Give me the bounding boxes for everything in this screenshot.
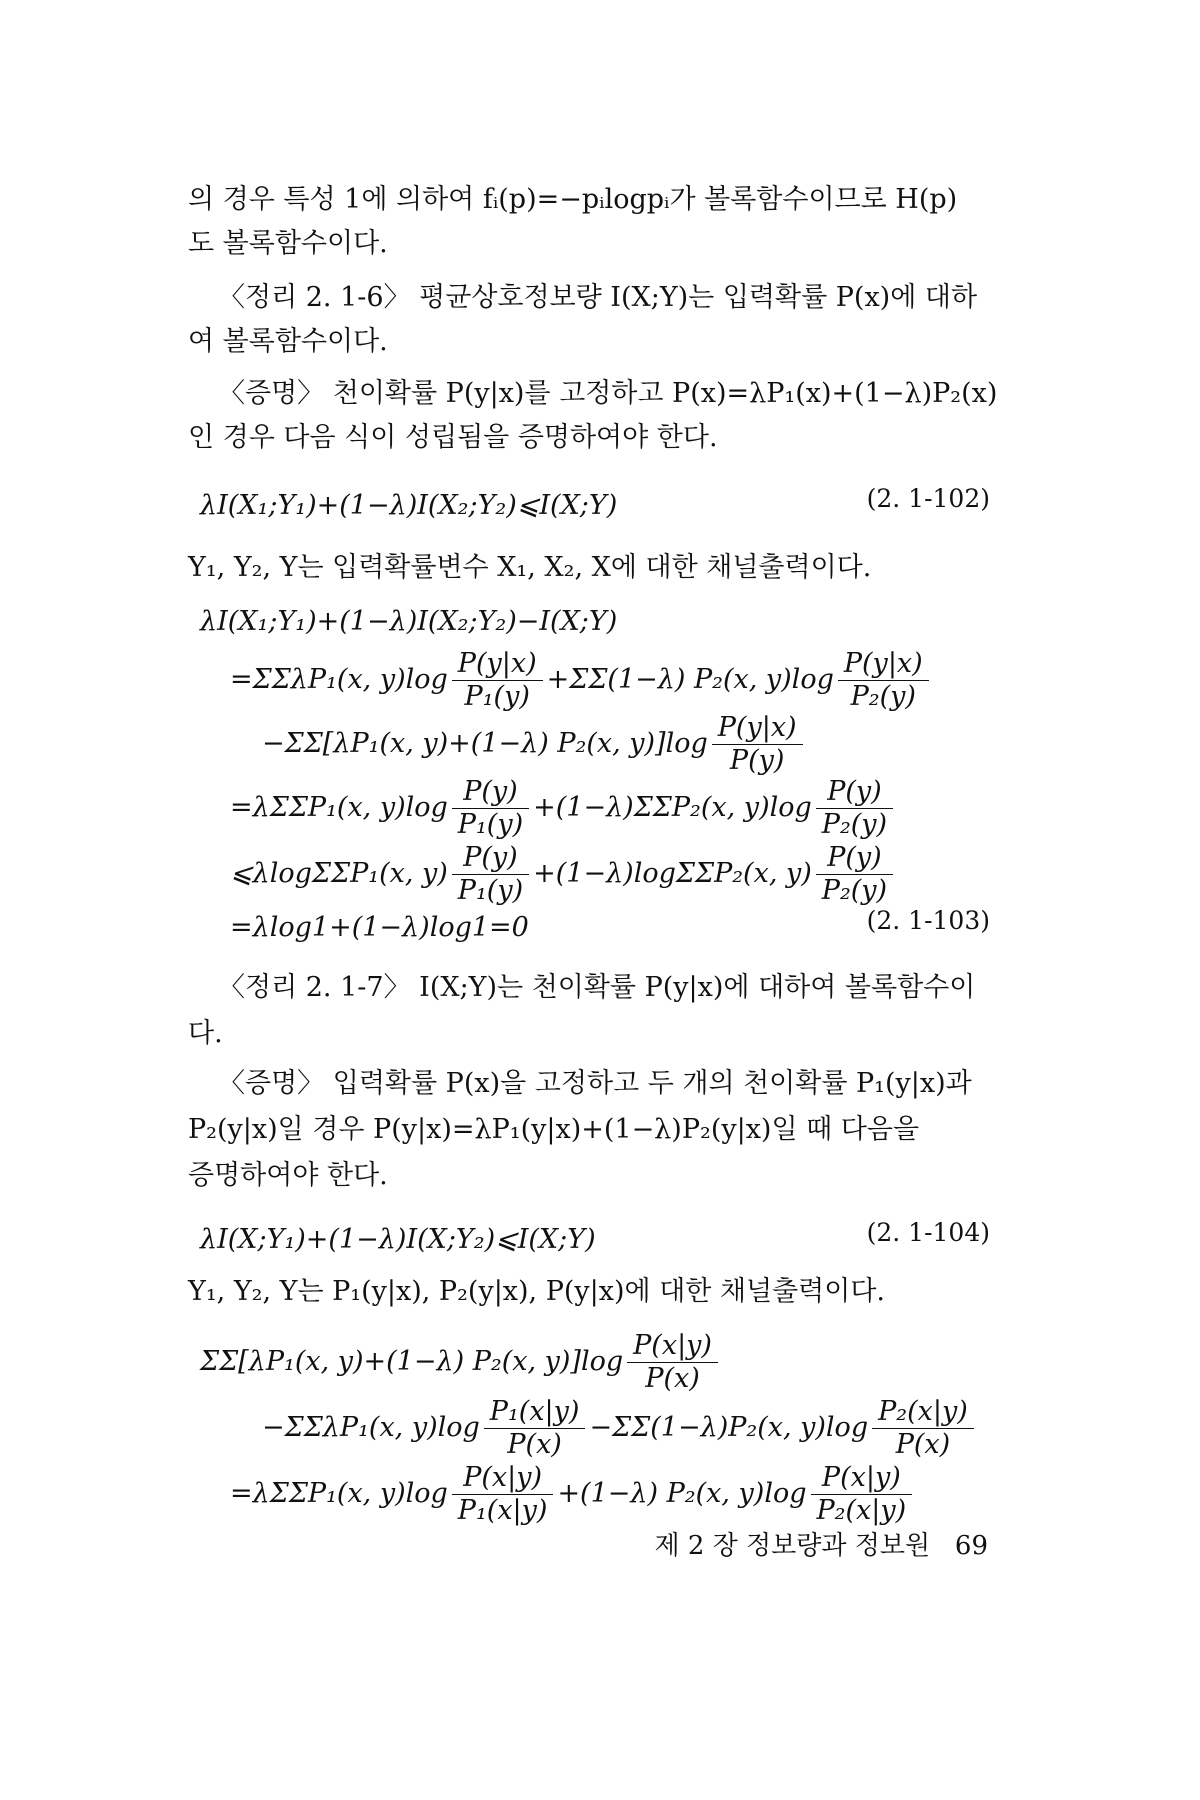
- text-line: 도 볼록함수이다.: [188, 228, 388, 259]
- fraction: [452, 776, 529, 841]
- running-footer: [654, 1525, 988, 1562]
- derivation-line: =λlog1+(1−λ)log1=0: [230, 912, 529, 943]
- proof-heading: 〈증명〉 천이확률 P(y|x)를 고정하고 P(x)=λP₁(x)+(1−λ)P₂(x): [218, 378, 998, 409]
- derivation-line: [230, 842, 897, 907]
- chapter-title: 제 2 장 정보량과 정보원: [654, 1531, 931, 1561]
- denominator: P(x): [645, 1363, 700, 1394]
- numerator: P₂(x|y): [872, 1396, 974, 1429]
- text-line: 의 경우 특성 1에 의하여 fᵢ(p)=−pᵢlogpᵢ가 볼록함수이므로 H(p): [188, 184, 958, 215]
- denominator: P₂(y): [850, 681, 916, 712]
- page-number: 69: [954, 1531, 988, 1561]
- proof-heading: 〈증명〉 입력확률 P(x)을 고정하고 두 개의 천이확률 P₁(y|x)과: [218, 1068, 972, 1099]
- fraction: [627, 1330, 718, 1395]
- text-line: 다.: [188, 1018, 223, 1049]
- fraction: [816, 776, 893, 841]
- denominator: P₁(y): [464, 681, 530, 712]
- derivation-line: [262, 712, 807, 777]
- expr: −ΣΣλP₁(x, y)log: [262, 1412, 480, 1443]
- denominator: P₁(y): [457, 809, 524, 840]
- theorem-2-1-6: 〈정리 2. 1-6〉 평균상호정보량 I(X;Y)는 입력확률 P(x)에 대하: [218, 282, 978, 313]
- equation-number: (2. 1-102): [866, 484, 990, 513]
- derivation-line: [230, 1462, 916, 1527]
- numerator: P(y|x): [838, 648, 929, 681]
- denominator: P₂(x|y): [816, 1495, 907, 1526]
- numerator: P(x|y): [627, 1330, 718, 1363]
- text-line: 증명하여야 한다.: [188, 1160, 388, 1191]
- text-line: P₂(y|x)일 경우 P(y|x)=λP₁(y|x)+(1−λ)P₂(y|x)일 때 다음을: [188, 1114, 920, 1145]
- expr: =λΣΣP₁(x, y)log: [230, 1478, 448, 1509]
- numerator: P(y): [452, 842, 529, 875]
- denominator: P₂(y): [821, 809, 888, 840]
- fraction: [816, 842, 893, 907]
- expr: −ΣΣ(1−λ)P₂(x, y)log: [589, 1412, 869, 1443]
- denominator: P₂(y): [821, 875, 888, 906]
- numerator: P₁(x|y): [484, 1396, 586, 1429]
- expr: =ΣΣλP₁(x, y)log: [230, 664, 448, 695]
- text-line: 여 볼록함수이다.: [188, 326, 388, 357]
- expr: −ΣΣ[λP₁(x, y)+(1−λ) P₂(x, y)]log: [262, 728, 708, 759]
- numerator: P(y): [452, 776, 529, 809]
- fraction: [484, 1396, 586, 1461]
- numerator: P(x|y): [452, 1462, 554, 1495]
- expr: ⩽λlogΣΣP₁(x, y): [230, 858, 448, 889]
- expr: +(1−λ)ΣΣP₂(x, y)log: [533, 792, 812, 823]
- derivation-line: [230, 648, 933, 713]
- equation-number: (2. 1-104): [866, 1218, 990, 1247]
- fraction: [452, 648, 543, 713]
- expr: +ΣΣ(1−λ) P₂(x, y)log: [546, 664, 834, 695]
- expr: +(1−λ)logΣΣP₂(x, y): [533, 858, 812, 889]
- derivation-line: [262, 1396, 978, 1461]
- equation-number: (2. 1-103): [866, 906, 990, 935]
- fraction: [712, 712, 803, 777]
- fraction: [452, 842, 529, 907]
- text-line: Y₁, Y₂, Y는 입력확률변수 X₁, X₂, X에 대한 채널출력이다.: [188, 552, 872, 583]
- equation-2-1-102: λI(X₁;Y₁)+(1−λ)I(X₂;Y₂)⩽I(X;Y): [200, 490, 618, 521]
- fraction: [838, 648, 929, 713]
- denominator: P(y): [729, 745, 785, 776]
- fraction: [452, 1462, 554, 1527]
- expr: ΣΣ[λP₁(x, y)+(1−λ) P₂(x, y)]log: [200, 1346, 624, 1377]
- numerator: P(y|x): [712, 712, 803, 745]
- text-line: Y₁, Y₂, Y는 P₁(y|x), P₂(y|x), P(y|x)에 대한 채널출력이다.: [188, 1276, 886, 1307]
- derivation-line: [200, 1330, 722, 1395]
- expr: =λΣΣP₁(x, y)log: [230, 792, 448, 823]
- numerator: P(y): [816, 842, 893, 875]
- denominator: P₁(x|y): [457, 1495, 548, 1526]
- denominator: P₁(y): [457, 875, 524, 906]
- denominator: P(x): [895, 1429, 951, 1460]
- text-line: 인 경우 다음 식이 성립됨을 증명하여야 한다.: [188, 422, 718, 453]
- numerator: P(x|y): [811, 1462, 913, 1495]
- fraction: [811, 1462, 913, 1527]
- equation-2-1-104: λI(X;Y₁)+(1−λ)I(X;Y₂)⩽I(X;Y): [200, 1224, 596, 1255]
- expr: +(1−λ) P₂(x, y)log: [557, 1478, 807, 1509]
- derivation-line: λI(X₁;Y₁)+(1−λ)I(X₂;Y₂)−I(X;Y): [200, 606, 618, 637]
- theorem-2-1-7: 〈정리 2. 1-7〉 I(X;Y)는 천이확률 P(y|x)에 대하여 볼록함수이: [218, 972, 976, 1003]
- numerator: P(y): [816, 776, 893, 809]
- denominator: P(x): [507, 1429, 562, 1460]
- fraction: [872, 1396, 974, 1461]
- derivation-line: [230, 776, 897, 841]
- numerator: P(y|x): [452, 648, 543, 681]
